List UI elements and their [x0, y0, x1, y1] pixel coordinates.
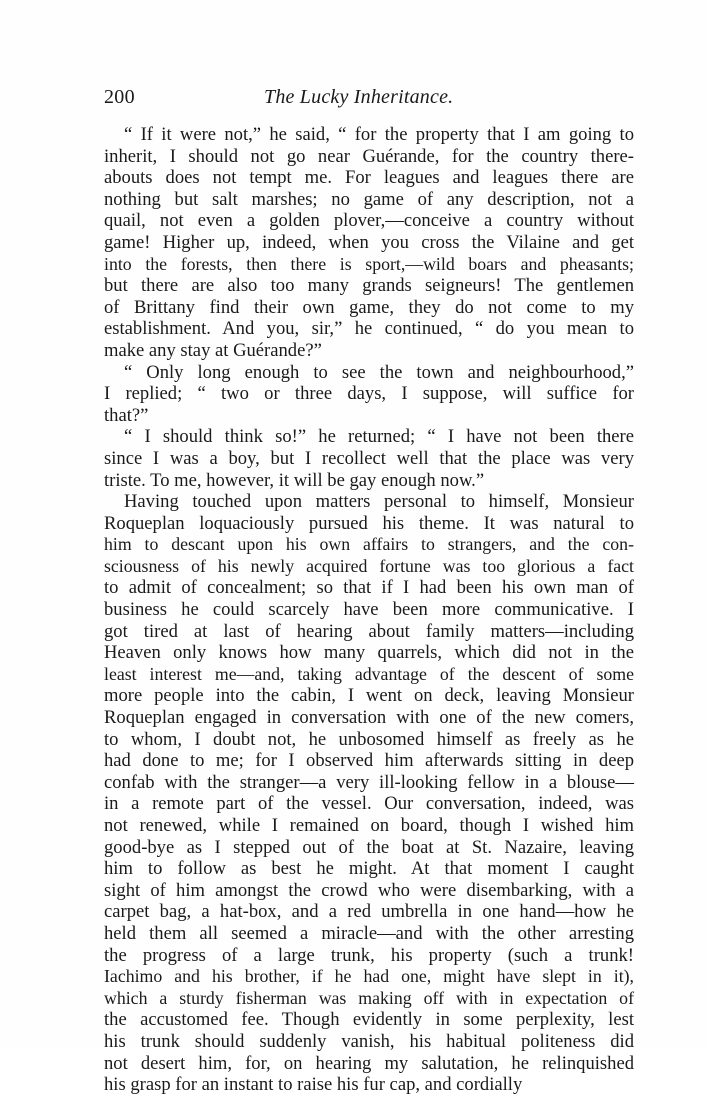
text-line: to whom, I doubt not, he unbosomed himself as freely as he: [104, 728, 634, 750]
text-line: not desert him, for, on hearing my salutation, he relinquished: [104, 1052, 634, 1074]
text-line: got tired at last of hearing about family matters—including: [104, 620, 634, 642]
text-line: of Brittany find their own game, they do not come to my: [104, 296, 634, 318]
text-line: sight of him amongst the crowd who were disembarking, with a: [104, 879, 634, 901]
text-line: game! Higher up, indeed, when you cross the Vilaine and get: [104, 231, 634, 253]
text-line: business he could scarcely have been more communicative. I: [104, 599, 634, 621]
text-line: into the forests, then there is sport,—wild boars and pheasants;: [104, 253, 634, 274]
page-number: 200: [104, 86, 135, 108]
text-line: confab with the stranger—a very ill-looking fellow in a blouse—: [104, 771, 634, 793]
text-line: his grasp for an instant to raise his fur cap, and cordially: [104, 1074, 523, 1096]
text-line: had done to me; for I observed him afterwards sitting in deep: [104, 750, 634, 772]
text-line: “ Only long enough to see the town and neighbourhood,”: [124, 361, 634, 383]
text-line: his trunk should suddenly vanish, his habitual politeness did: [104, 1030, 634, 1052]
text-line: him to descant upon his own affairs to strangers, and the con-: [104, 534, 634, 555]
text-line: sciousness of his newly acquired fortune was too glorious a fact: [104, 555, 634, 576]
text-line: which a sturdy fisherman was making off with in expectation of: [104, 987, 634, 1008]
text-line: least interest me—and, taking advantage of the descent of some: [104, 663, 634, 684]
text-line: him to follow as best he might. At that moment I caught: [104, 858, 634, 880]
text-line: nothing but salt marshes; no game of any description, not a: [104, 188, 634, 210]
text-line: since I was a boy, but I recollect well that the place was very: [104, 447, 634, 469]
text-line: Having touched upon matters personal to himself, Monsieur: [124, 491, 634, 513]
body-text: [104, 124, 634, 1096]
text-line: the progress of a large trunk, his property (such a trunk!: [104, 944, 634, 966]
text-line: “ If it were not,” he said, “ for the property that I am going to: [124, 124, 634, 145]
text-line: Roqueplan loquaciously pursued his theme. It was natural to: [104, 512, 634, 534]
text-line: in a remote part of the vessel. Our conversation, indeed, was: [104, 793, 634, 815]
text-line: establishment. And you, sir,” he continued, “ do you mean to: [104, 318, 634, 340]
text-line: good-bye as I stepped out of the boat at St. Nazaire, leaving: [104, 836, 634, 858]
text-line: more people into the cabin, I went on deck, leaving Monsieur: [104, 685, 634, 707]
text-line: inherit, I should not go near Guérande, for the country there-: [104, 145, 634, 167]
text-line: I replied; “ two or three days, I suppose, will suffice for: [104, 383, 634, 405]
text-line: quail, not even a golden plover,—conceive a country without: [104, 210, 634, 232]
page-header: [104, 86, 634, 116]
text-line: make any stay at Guérande?”: [104, 339, 322, 361]
text-line: not renewed, while I remained on board, though I wished him: [104, 815, 634, 836]
text-line: abouts does not tempt me. For leagues and leagues there are: [104, 167, 634, 189]
text-line: Iachimo and his brother, if he had one, might have slept in it),: [104, 966, 634, 987]
text-line: to admit of concealment; so that if I had been his own man of: [104, 577, 634, 599]
text-line: but there are also too many grands seigneurs! The gentlemen: [104, 275, 634, 297]
text-line: “ I should think so!” he returned; “ I have not been there: [124, 426, 634, 448]
text-line: Roqueplan engaged in conversation with one of the new comers,: [104, 707, 634, 729]
text-line: triste. To me, however, it will be gay enough now.”: [104, 469, 485, 491]
text-line: carpet bag, a hat-box, and a red umbrella in one hand—how he: [104, 901, 634, 923]
text-line: that?”: [104, 404, 149, 426]
text-line: Heaven only knows how many quarrels, which did not in the: [104, 642, 634, 664]
running-title: The Lucky Inheritance.: [264, 86, 454, 108]
text-line: the accustomed fee. Though evidently in some perplexity, lest: [104, 1009, 634, 1031]
text-line: held them all seemed a miracle—and with the other arresting: [104, 922, 634, 944]
